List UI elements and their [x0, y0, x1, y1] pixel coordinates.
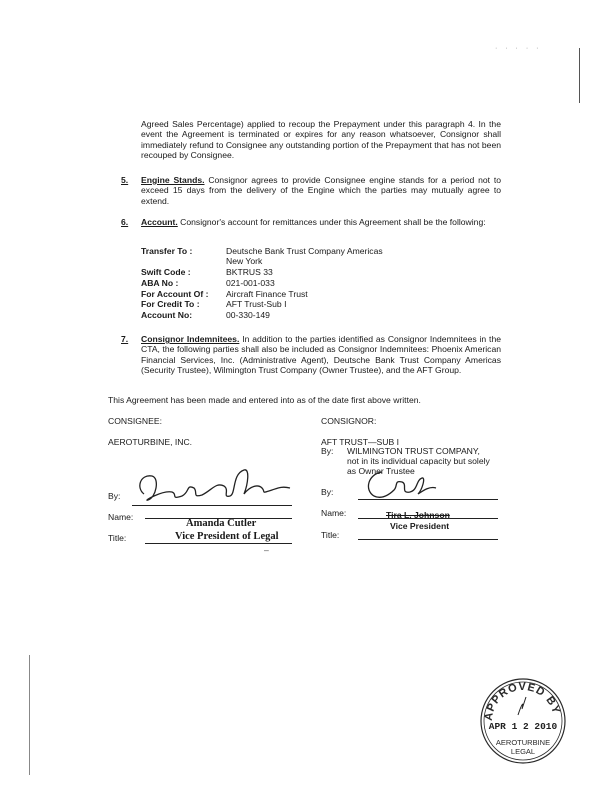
- section-5-title: Engine Stands.: [141, 175, 205, 185]
- consignor-title-line: [358, 539, 498, 540]
- section-6-title: Account.: [141, 217, 178, 227]
- section-7-title: Consignor Indemnitees.: [141, 334, 240, 344]
- wire-label: Transfer To :: [141, 246, 193, 256]
- wire-value: 021-001-033: [226, 278, 275, 288]
- consignee-title: Vice President of Legal: [175, 531, 279, 542]
- wire-label: Account No:: [141, 310, 193, 320]
- consignee-name: Amanda Cutler: [186, 518, 257, 529]
- wire-row: [141, 267, 441, 277]
- section-7-text: In addition to the parties identified as Consignor Indemnitees in the CTA, the following parties shall also be included as Consignor Indemnitees: Phoenix American Financial Services, Inc. (Administrative Agent), Deutsche Bank Trust Company Americas (Security Trustee), Wilmington Trust Company (Owner Trustee), and the AFT Group.: [141, 334, 502, 376]
- wire-value: Aircraft Finance Trust: [226, 289, 308, 299]
- scan-edge-left: [29, 655, 30, 775]
- section-7-body: [141, 334, 501, 376]
- wire-row: [141, 246, 441, 256]
- stamp-company: AEROTURBINE: [495, 738, 551, 747]
- wire-value: New York: [226, 256, 263, 266]
- wire-row: [141, 256, 441, 266]
- stamp-department: LEGAL: [510, 747, 536, 756]
- wire-label: For Credit To :: [141, 299, 200, 309]
- wire-label: ABA No :: [141, 278, 179, 288]
- consignor-trustee-capacity: not in its individual capacity but solely: [347, 456, 490, 466]
- wire-label: For Account Of :: [141, 289, 209, 299]
- consignor-name: Tira L. Johnson: [386, 510, 450, 520]
- wire-value: 00-330-149: [226, 310, 270, 320]
- wire-value: Deutsche Bank Trust Company Americas: [226, 246, 383, 256]
- wire-value: BKTRUS 33: [226, 267, 273, 277]
- consignor-trustee-role: as Owner Trustee: [347, 466, 415, 476]
- consignee-by-line: [132, 505, 292, 506]
- consignee-company: AEROTURBINE, INC.: [108, 437, 193, 447]
- consignor-by-label: By:: [321, 487, 334, 497]
- paragraph-4-continuation: Agreed Sales Percentage) applied to recoup the Prepayment under this paragraph 4. In the event the Agreement is terminated or expires for any reason whatsoever, Consignor shall immediately refund to Consignee any outstanding portion of the Prepayment that has not been recouped by Consignee.: [141, 119, 501, 161]
- consignor-by-line-label: By:: [321, 446, 334, 456]
- section-7-number: 7.: [121, 334, 129, 344]
- consignor-heading: CONSIGNOR:: [321, 416, 377, 426]
- consignor-name-line: [358, 518, 498, 519]
- consignor-title-label: Title:: [321, 530, 340, 540]
- wire-row: [141, 310, 441, 320]
- section-5-number: 5.: [121, 175, 129, 185]
- consignor-trustee-name: WILMINGTON TRUST COMPANY,: [347, 446, 480, 456]
- consignor-name-label: Name:: [321, 508, 347, 518]
- section-6-number: 6.: [121, 217, 129, 227]
- consignee-by-label: By:: [108, 491, 121, 501]
- scan-edge-right: [579, 48, 580, 103]
- stamp-date: APR 1 2 2010: [488, 721, 558, 732]
- stray-mark: –: [264, 545, 269, 555]
- closing-statement: This Agreement has been made and entered into as of the date first above written.: [108, 395, 421, 405]
- consignee-name-line: [145, 518, 292, 519]
- stamp-top-text: APPROVED BY: [482, 680, 563, 722]
- wire-row: [141, 289, 441, 299]
- wire-row: [141, 299, 441, 309]
- consignee-heading: CONSIGNEE:: [108, 416, 162, 426]
- section-6-body: [141, 217, 501, 227]
- scan-speckle: · · · · ·: [495, 45, 542, 52]
- consignee-signature: [132, 464, 297, 510]
- wire-label: Swift Code :: [141, 267, 191, 277]
- section-6-text: Consignor's account for remittances under this Agreement shall be the following:: [180, 217, 486, 227]
- section-5-body: [141, 175, 501, 206]
- consignor-signature: [360, 468, 440, 502]
- consignee-title-line: [145, 543, 292, 544]
- wire-row: [141, 278, 441, 288]
- consignor-company: AFT TRUST—SUB I: [321, 437, 399, 447]
- consignee-name-label: Name:: [108, 512, 134, 522]
- consignor-by-line: [358, 499, 498, 500]
- approval-stamp: [478, 675, 568, 767]
- consignor-name-role: Vice President: [390, 521, 450, 531]
- wire-value: AFT Trust-Sub I: [226, 299, 287, 309]
- section-5-text: Consignor agrees to provide Consignee engine stands for a period not to exceed 15 days from the delivery of the Engine which the parties may mutually agree to extend.: [141, 175, 502, 206]
- consignee-title-label: Title:: [108, 533, 127, 543]
